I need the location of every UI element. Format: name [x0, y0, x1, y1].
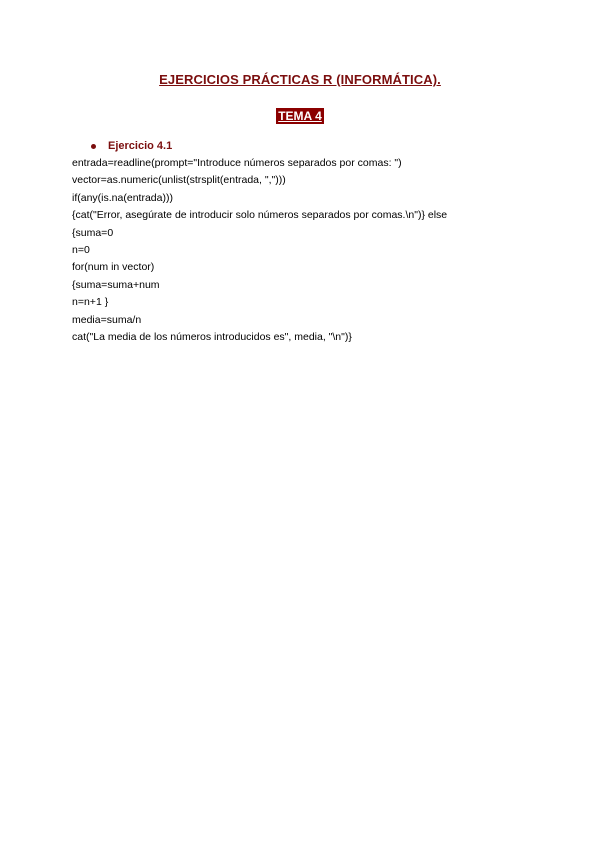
code-line: for(num in vector) [72, 261, 155, 274]
code-line: vector=as.numeric(unlist(strsplit(entrada, ","))) [72, 174, 286, 187]
code-block [72, 155, 542, 346]
code-line: media=suma/n [72, 313, 142, 326]
section-badge-container [0, 107, 600, 125]
code-line: {cat("Error, asegúrate de introducir solo números separados por comas.\n")} else [72, 209, 448, 222]
code-line: n=n+1 } [72, 296, 109, 309]
exercise-heading [91, 140, 172, 152]
section-badge: TEMA 4 [278, 109, 322, 123]
code-line: {suma=suma+num [72, 278, 160, 291]
code-line: {suma=0 [72, 226, 114, 239]
bullet-icon [91, 144, 96, 149]
code-line: cat("La media de los números introducidos es", media, "\n")} [72, 330, 352, 343]
code-line: entrada=readline(prompt="Introduce números separados por comas: ") [72, 157, 402, 169]
document-title: EJERCICIOS PRÁCTICAS R (INFORMÁTICA). [159, 72, 441, 87]
code-line: n=0 [72, 243, 90, 256]
code-line: if(any(is.na(entrada))) [72, 191, 173, 204]
exercise-heading-label: Ejercicio 4.1 [108, 140, 173, 152]
